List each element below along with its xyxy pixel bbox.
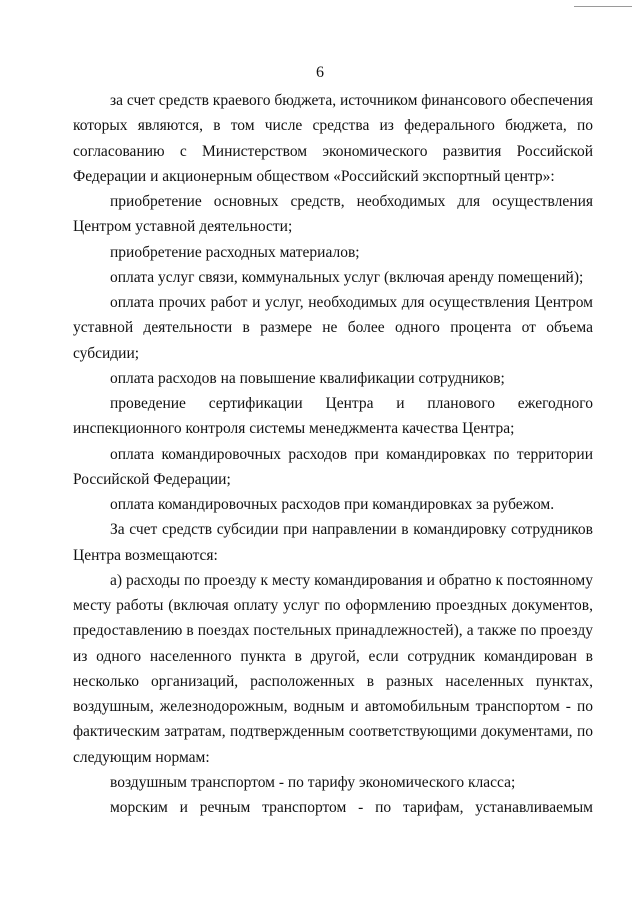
text-line: морским и речным транспортом - по тарифам, устанавливаемым	[110, 799, 593, 816]
text-line: оплата командировочных расходов при командировках по территории	[110, 445, 593, 463]
text-line: Российской Федерации;	[73, 470, 231, 488]
text-line: согласованию с Министерством экономического развития Российской	[73, 142, 593, 160]
text-line: проведение сертификации Центра и планового ежегодного	[110, 395, 593, 412]
text-line: субсидии;	[73, 344, 140, 362]
text-line: оплата прочих работ и услуг, необходимых для осуществления Центром	[110, 294, 593, 311]
text-line: Центром уставной деятельности;	[73, 218, 293, 236]
text-line: оплата услуг связи, коммунальных услуг (включая аренду помещений);	[110, 268, 584, 286]
text-line: которых являются, в том числе средства из федерального бюджета, по	[73, 117, 593, 135]
text-line: за счет средств краевого бюджета, источником финансового обеспечения	[110, 92, 593, 109]
text-line: воздушным транспортом - по тарифу экономического класса;	[110, 773, 516, 791]
text-line: За счет средств субсидии при направлении в командировку сотрудников	[110, 521, 593, 539]
page-number: 6	[316, 64, 324, 81]
text-line: уставной деятельности в размере не более одного процента от объема	[73, 319, 593, 337]
text-line: воздушным, железнодорожным, водным и автомобильным транспортом - по	[73, 698, 593, 715]
text-line: фактическим затратам, подтвержденным соответствующими документами, по	[73, 723, 593, 741]
text-line: приобретение расходных материалов;	[110, 243, 360, 261]
text-line: предоставлению в поездах постельных принадлежностей), а также по проезду	[73, 622, 593, 640]
text-line: оплата расходов на повышение квалификации сотрудников;	[110, 369, 505, 387]
text-line: несколько организаций, расположенных в разных населенных пунктах,	[73, 672, 593, 690]
text-line: Центра возмещаются:	[73, 546, 218, 564]
text-line: месту работы (включая оплату услуг по оформлению проездных документов,	[73, 597, 593, 614]
top-right-rule	[574, 6, 632, 7]
document-body	[73, 88, 593, 820]
text-line: Федерации и акционерным обществом «Российский экспортный центр»:	[73, 167, 555, 185]
text-line: из одного населенного пункта в другой, если сотрудник командирован в	[73, 647, 593, 665]
text-line: инспекционного контроля системы менеджмента качества Центра;	[73, 420, 515, 438]
text-line: а) расходы по проезду к месту командирования и обратно к постоянному	[110, 571, 593, 589]
text-line: следующим нормам:	[73, 748, 210, 766]
text-line: приобретение основных средств, необходимых для осуществления	[110, 193, 593, 210]
text-line: оплата командировочных расходов при командировках за рубежом.	[110, 496, 555, 513]
